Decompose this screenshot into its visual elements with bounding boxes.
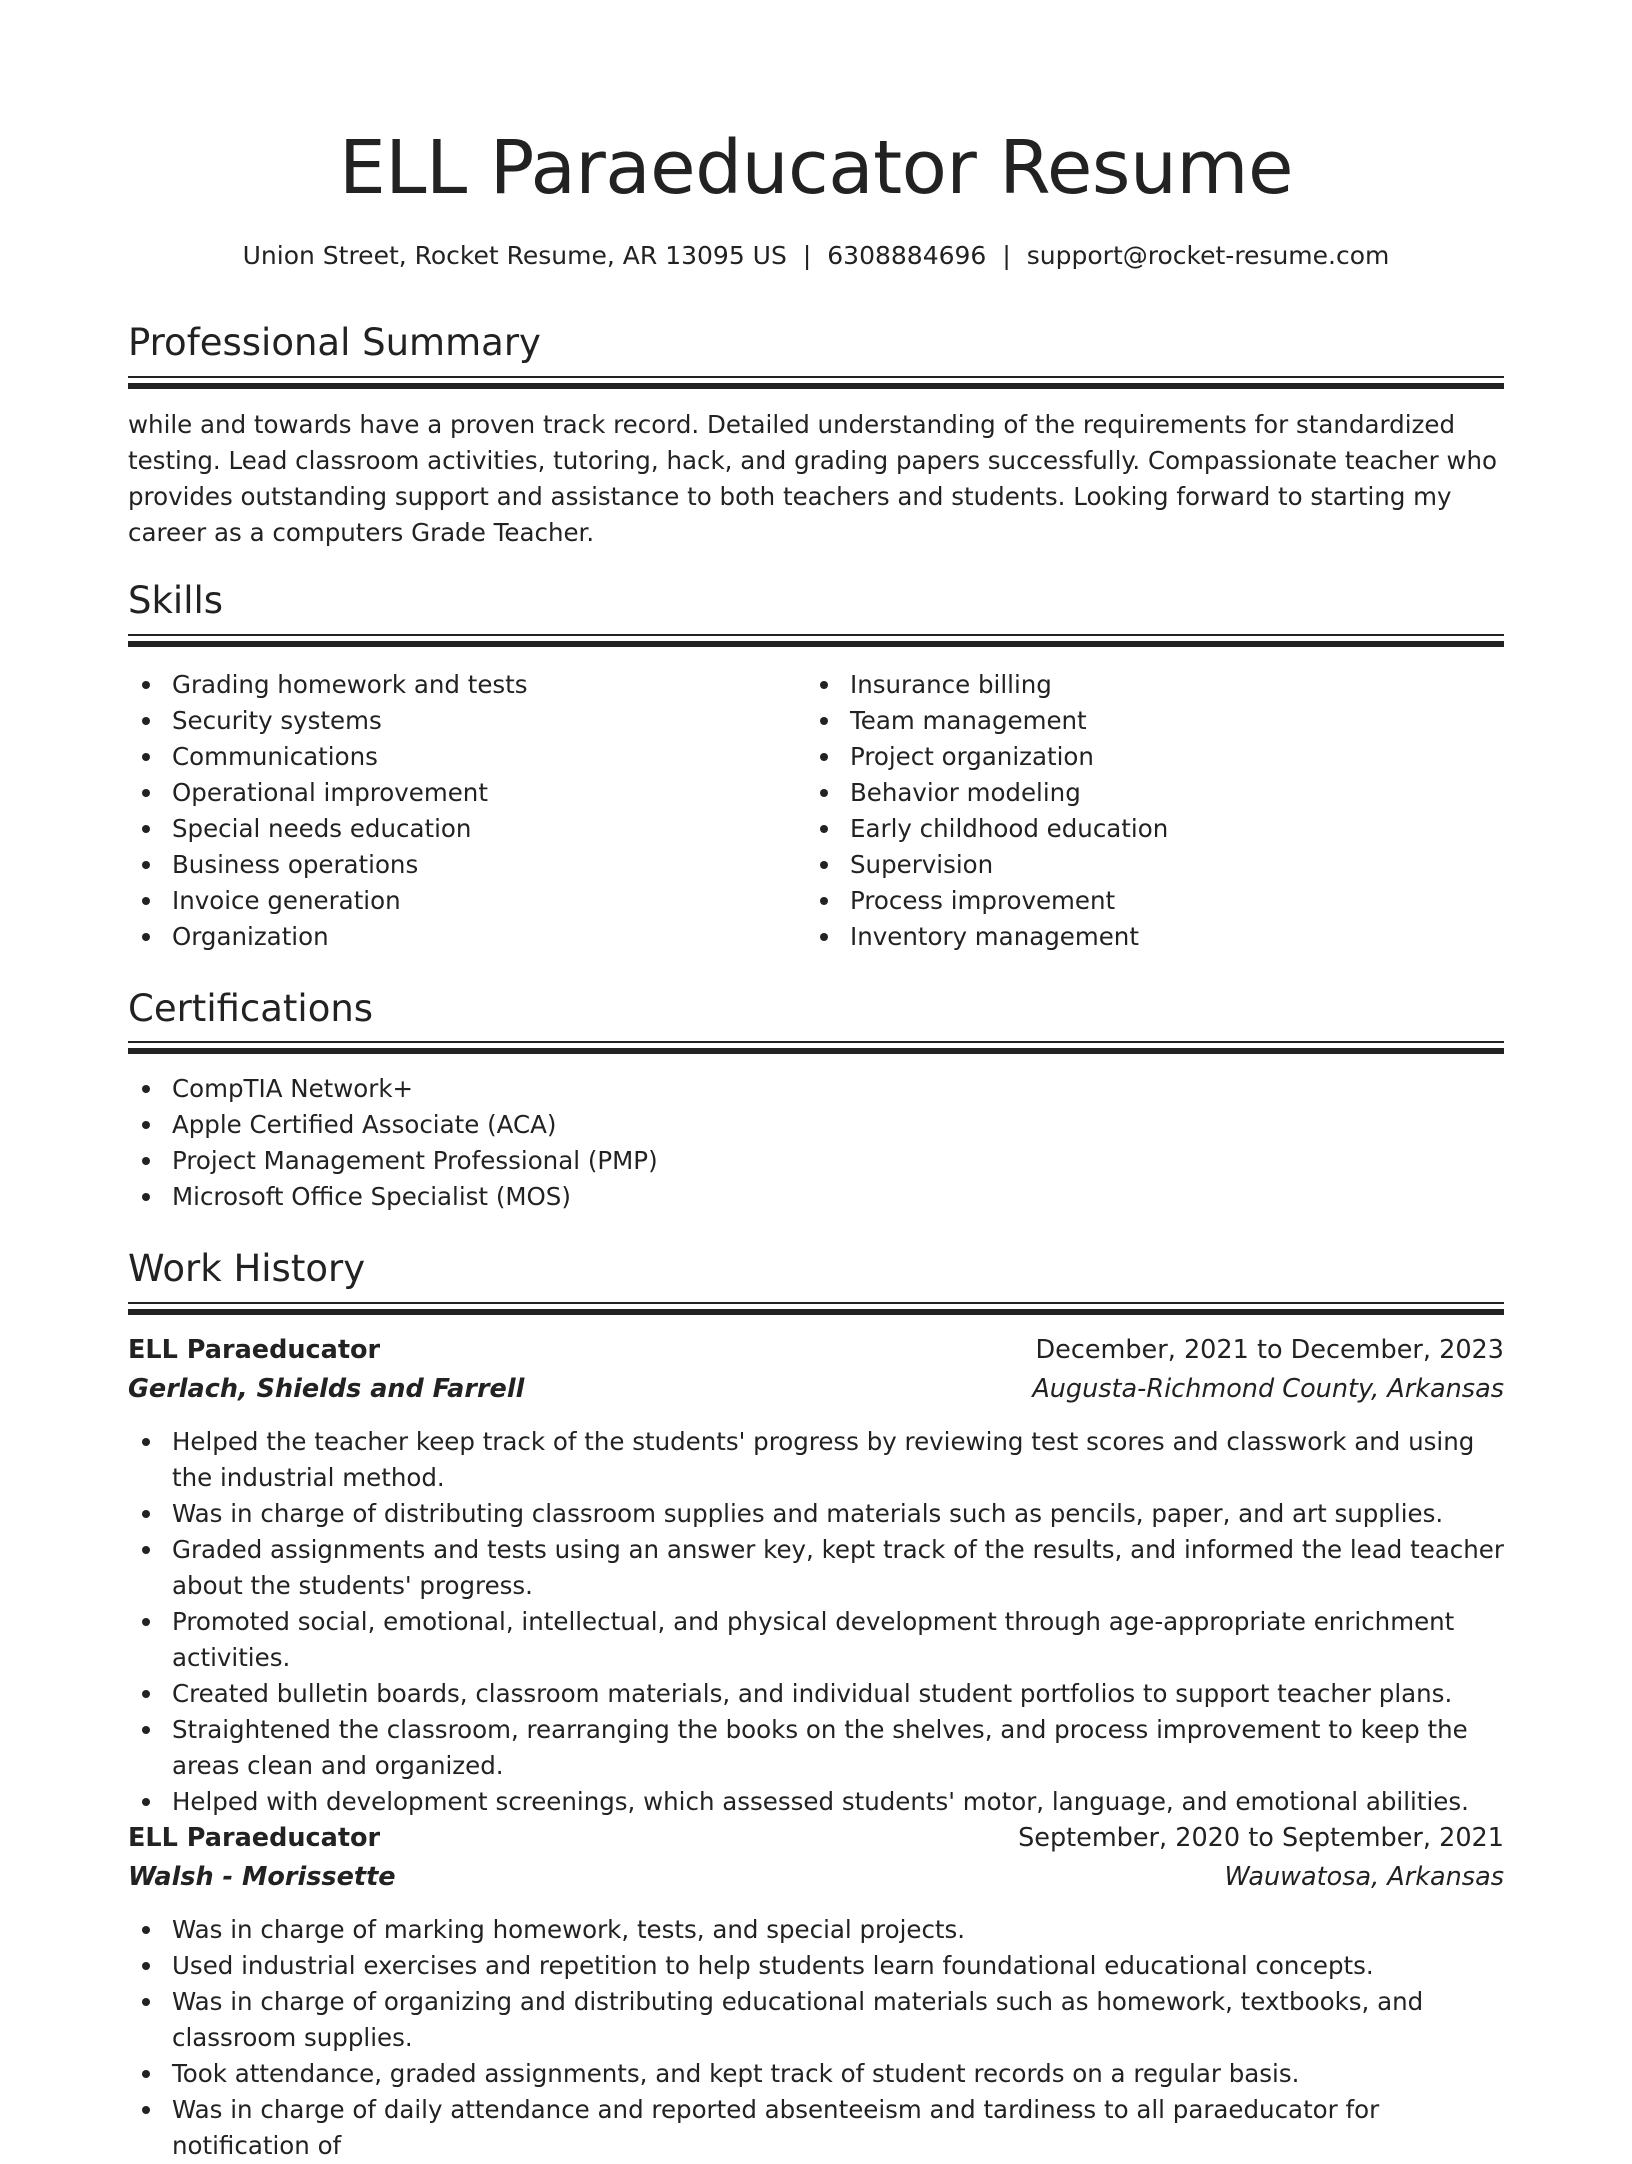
job-bullet: Graded assignments and tests using an answer key, kept track of the results, and informed the lead teacher about the students' progress. — [128, 1532, 1504, 1604]
skill-item: Special needs education — [128, 811, 808, 847]
skill-item: Grading homework and tests — [128, 667, 808, 703]
certification-item: CompTIA Network+ — [128, 1071, 1504, 1107]
skill-item: Insurance billing — [806, 667, 1486, 703]
skill-item: Team management — [806, 703, 1486, 739]
job-subheader — [128, 1370, 1504, 1408]
section-divider — [128, 376, 1504, 389]
skills-heading: Skills — [128, 579, 224, 622]
skill-item: Project organization — [806, 739, 1486, 775]
contact-email: support@rocket-resume.com — [1026, 241, 1390, 270]
skill-item: Behavior modeling — [806, 775, 1486, 811]
contact-phone: 6308884696 — [827, 241, 987, 270]
job-location: Wauwatosa, Arkansas — [1224, 1862, 1504, 1892]
job-bullet: Used industrial exercises and repetition to help students learn foundational educational concepts. — [128, 1948, 1504, 1984]
contact-address: Union Street, Rocket Resume, AR 13095 US — [242, 241, 787, 270]
resume-page — [128, 0, 1504, 2160]
certification-item: Microsoft Office Specialist (MOS) — [128, 1179, 1504, 1215]
skill-item: Process improvement — [806, 883, 1486, 919]
job-dates: September, 2020 to September, 2021 — [1018, 1823, 1504, 1853]
summary-text: while and towards have a proven track record. Detailed understanding of the requirements for standardized testing. Lead classroom activities, tutoring, hack, and grading papers successfully. Compassionate teacher who provides outstanding support and assistance to both teachers and students. Looking forward to starting my career as a computers Grade Teacher. — [128, 410, 1497, 547]
skill-item: Supervision — [806, 847, 1486, 883]
skill-item: Organization — [128, 919, 808, 955]
skill-item: Business operations — [128, 847, 808, 883]
section-divider — [128, 1302, 1504, 1315]
job-bullet: Helped with development screenings, which assessed students' motor, language, and emotional abilities. — [128, 1784, 1504, 1820]
job-company: Gerlach, Shields and Farrell — [128, 1374, 525, 1404]
job-header — [128, 1819, 1504, 1857]
certification-item: Apple Certified Associate (ACA) — [128, 1107, 1504, 1143]
section-divider — [128, 634, 1504, 647]
section-divider — [128, 1041, 1504, 1054]
certifications-heading: Certifications — [128, 987, 374, 1030]
page-title: ELL Paraeducator Resume — [338, 125, 1293, 211]
job-bullet: Was in charge of marking homework, tests, and special projects. — [128, 1912, 1504, 1948]
job-bullet: Helped the teacher keep track of the students' progress by reviewing test scores and classwork and using the industrial method. — [128, 1424, 1504, 1496]
skill-item: Early childhood education — [806, 811, 1486, 847]
job-bullet: Straightened the classroom, rearranging the books on the shelves, and process improvement to keep the areas clean and organized. — [128, 1712, 1504, 1784]
job-bullet: Took attendance, graded assignments, and kept track of student records on a regular basis. — [128, 2056, 1504, 2092]
job-title: ELL Paraeducator — [128, 1335, 381, 1365]
skills-list-left — [128, 667, 808, 955]
job-company: Walsh - Morissette — [128, 1862, 396, 1892]
contact-separator: | — [802, 241, 812, 270]
job-header — [128, 1331, 1504, 1369]
job-dates: December, 2021 to December, 2023 — [1035, 1335, 1504, 1365]
job-bullet-list — [128, 1912, 1504, 2164]
skill-item: Operational improvement — [128, 775, 808, 811]
job-bullet: Was in charge of daily attendance and reported absenteeism and tardiness to all paraeducator for notification of — [128, 2092, 1504, 2164]
job-subheader — [128, 1858, 1504, 1896]
job-bullet-list — [128, 1424, 1504, 1820]
certification-item: Project Management Professional (PMP) — [128, 1143, 1504, 1179]
job-bullet: Created bulletin boards, classroom materials, and individual student portfolios to support teacher plans. — [128, 1676, 1504, 1712]
skill-item: Inventory management — [806, 919, 1486, 955]
job-title: ELL Paraeducator — [128, 1823, 381, 1853]
job-bullet: Was in charge of organizing and distributing educational materials such as homework, textbooks, and classroom supplies. — [128, 1984, 1504, 2056]
skill-item: Security systems — [128, 703, 808, 739]
contact-line — [128, 238, 1504, 274]
job-location: Augusta-Richmond County, Arkansas — [1032, 1374, 1504, 1404]
job-bullet: Promoted social, emotional, intellectual, and physical development through age-appropriate enrichment activities. — [128, 1604, 1504, 1676]
contact-separator: | — [1002, 241, 1011, 270]
summary-heading: Professional Summary — [128, 321, 541, 364]
job-bullet: Was in charge of distributing classroom supplies and materials such as pencils, paper, and art supplies. — [128, 1496, 1504, 1532]
skills-list-right — [806, 667, 1486, 955]
certifications-list — [128, 1071, 1504, 1215]
work-history-heading: Work History — [128, 1247, 366, 1290]
skill-item: Invoice generation — [128, 883, 808, 919]
skill-item: Communications — [128, 739, 808, 775]
